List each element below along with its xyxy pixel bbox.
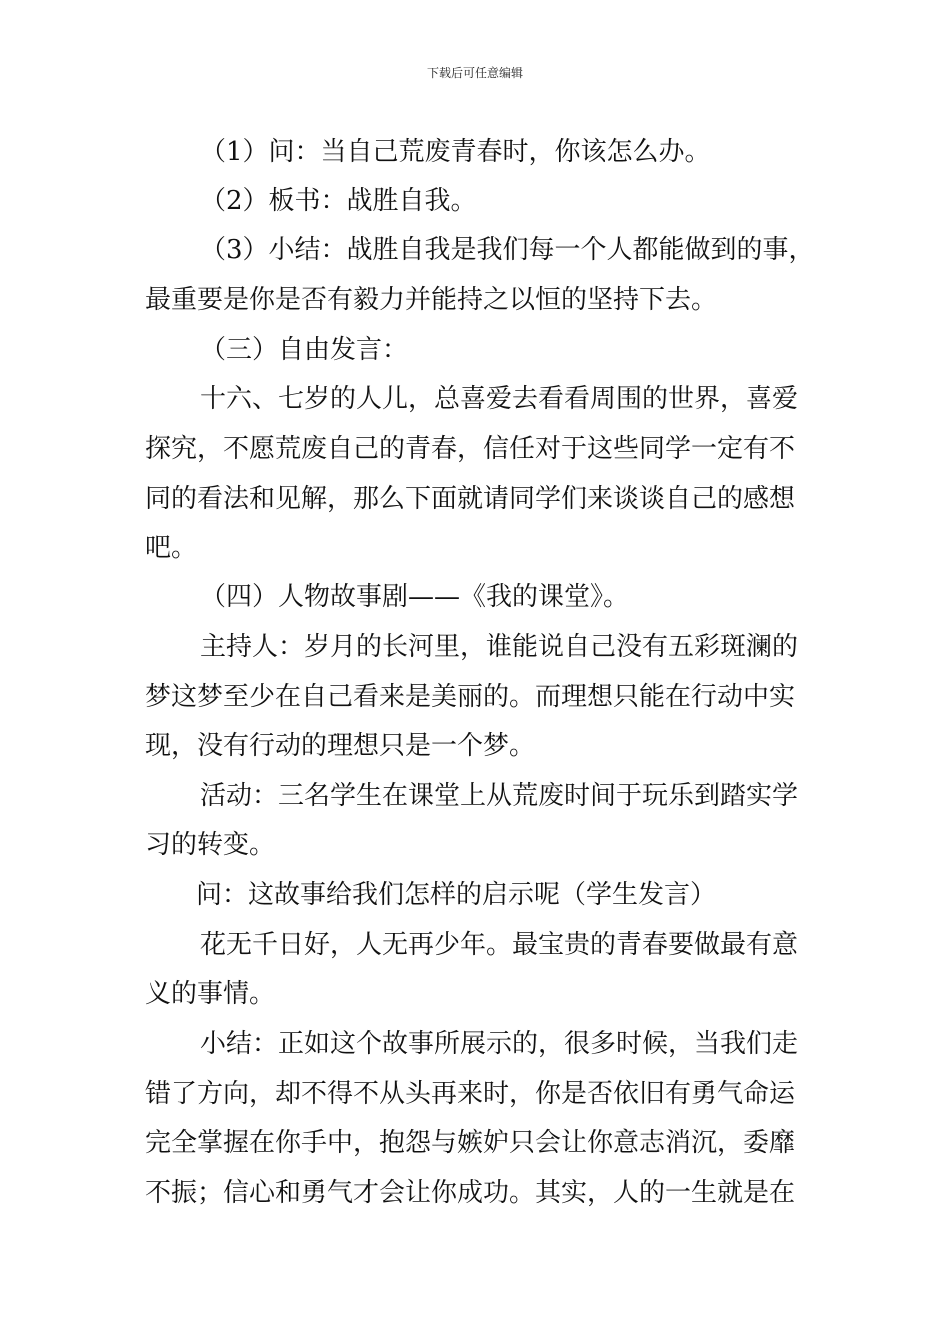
paragraph-line: 现，没有行动的理想只是一个梦。 <box>145 731 536 761</box>
page-header: 下载后可任意编辑 <box>426 66 523 80</box>
paragraph-line: 错了方向，却不得不从头再来时，你是否依旧有勇气命运 <box>145 1079 796 1109</box>
paragraph-line: （2）板书：战胜自我。 <box>200 186 477 216</box>
paragraph-line: （3）小结：战胜自我是我们每一个人都能做到的事， <box>200 235 815 265</box>
paragraph-line: 十六、七岁的人儿，总喜爱去看看周围的世界，喜爱 <box>200 384 799 414</box>
paragraph-line: 不振；信心和勇气才会让你成功。其实，人的一生就是在 <box>145 1178 796 1208</box>
paragraph-line: 最重要是你是否有毅力并能持之以恒的坚持下去。 <box>145 285 718 315</box>
paragraph-line: 习的转变。 <box>145 830 276 860</box>
paragraph-line: 主持人：岁月的长河里，谁能说自己没有五彩斑澜的 <box>200 632 799 662</box>
paragraph-line: 吧。 <box>145 533 198 563</box>
paragraph-line: （三）自由发言： <box>200 335 409 365</box>
paragraph-line: 义的事情。 <box>145 979 276 1009</box>
paragraph-line: 探究，不愿荒废自己的青春，信任对于这些同学一定有不 <box>145 434 796 464</box>
paragraph-line: （四）人物故事剧——《我的课堂》。 <box>200 582 630 612</box>
paragraph-line: （1）问：当自己荒废青春时，你该怎么办。 <box>200 137 711 167</box>
paragraph-line: 活动：三名学生在课堂上从荒废时间于玩乐到踏实学 <box>200 781 799 811</box>
paragraph-line: 完全掌握在你手中，抱怨与嫉妒只会让你意志消沉，委靡 <box>145 1128 796 1158</box>
paragraph-line: 同的看法和见解，那么下面就请同学们来谈谈自己的感想 <box>145 484 796 514</box>
paragraph-line: 花无千日好，人无再少年。最宝贵的青春要做最有意 <box>200 930 799 960</box>
paragraph-line: 小结：正如这个故事所展示的，很多时候，当我们走 <box>200 1029 799 1059</box>
paragraph-line: 梦这梦至少在自己看来是美丽的。而理想只能在行动中实 <box>145 682 796 712</box>
paragraph-line: 问：这故事给我们怎样的启示呢（学生发言） <box>196 880 717 910</box>
